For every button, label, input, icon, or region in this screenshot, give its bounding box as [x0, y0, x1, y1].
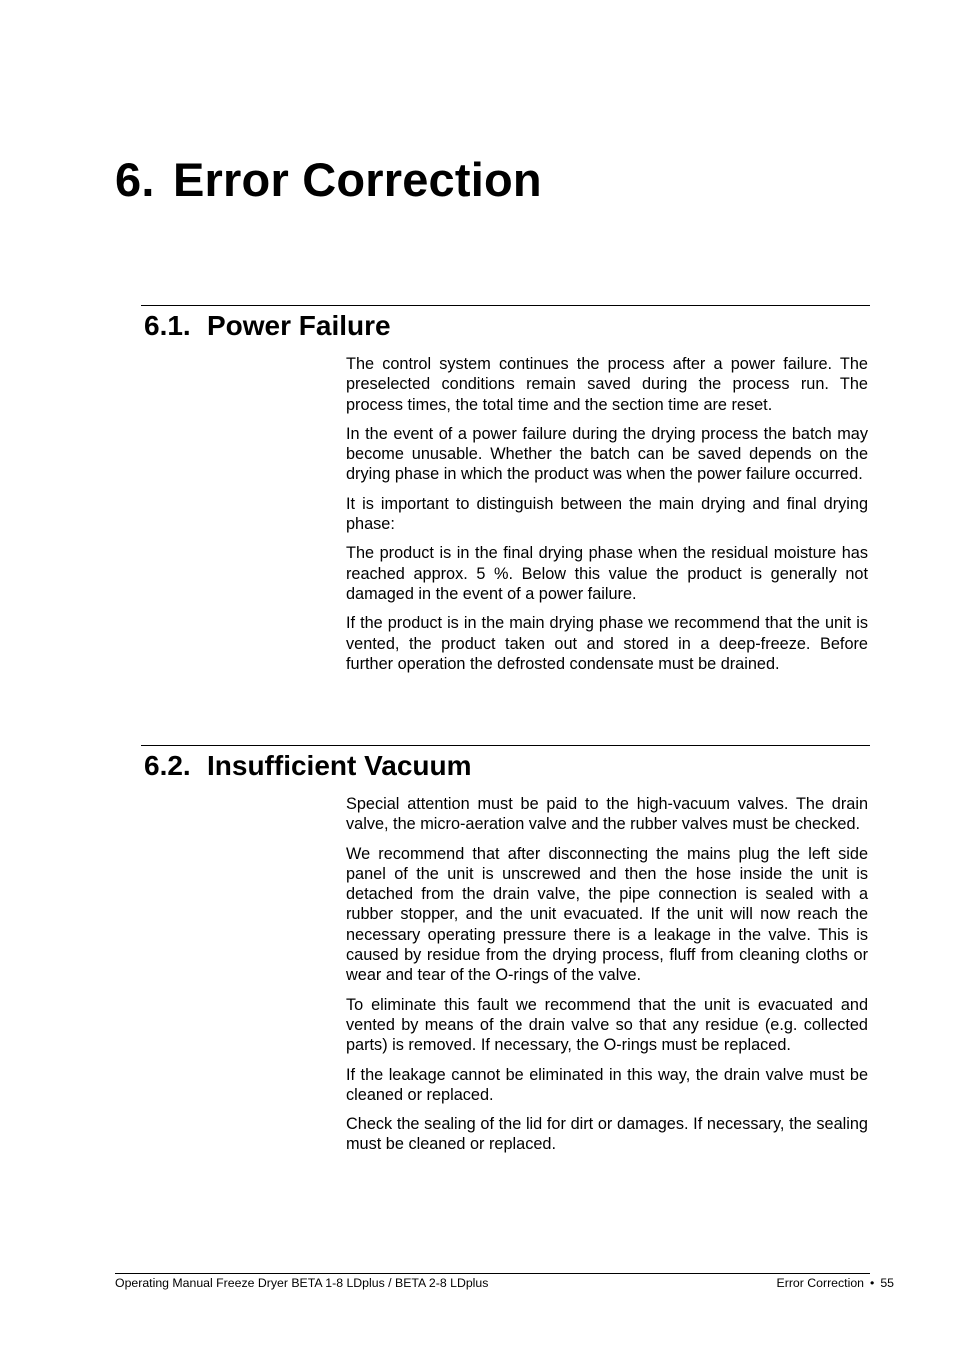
- section-title: [144, 309, 870, 343]
- section-number: 6.2.: [144, 750, 191, 781]
- paragraph: If the leakage cannot be eliminated in this way, the drain valve must be cleaned or replaced.: [346, 1065, 868, 1104]
- paragraph: In the event of a power failure during the drying process the batch may become unusable. Whether the batch can be saved depends on the drying phase in which the product was when the power failure occurred.: [346, 424, 868, 484]
- chapter-number: 6.: [115, 153, 155, 206]
- paragraph: The product is in the final drying phase when the residual moisture has reached approx. 5 %. Below this value the product is generally not damaged in the event of a power failure.: [346, 544, 868, 603]
- section-body-power-failure: [346, 354, 868, 683]
- section-title-text: Power Failure: [207, 310, 391, 341]
- chapter-title-text: Error Correction: [173, 153, 542, 206]
- paragraph: To eliminate this fault we recommend that the unit is evacuated and vented by means of the drain valve so that any residue (e.g. collected parts) is removed. If necessary, the O-rings must be replaced.: [346, 995, 868, 1055]
- section-title: [144, 749, 870, 783]
- footer-chapter-name: Error Correction: [776, 1276, 864, 1290]
- section-rule: [141, 745, 870, 746]
- footer-page-info: [777, 1276, 894, 1290]
- section-heading-insufficient-vacuum: [141, 745, 870, 783]
- section-number: 6.1.: [144, 310, 191, 341]
- section-rule: [141, 305, 870, 306]
- paragraph: It is important to distinguish between the main drying and final drying phase:: [346, 494, 868, 534]
- section-title-text: Insufficient Vacuum: [207, 750, 472, 781]
- paragraph: Check the sealing of the lid for dirt or damages. If necessary, the sealing must be cleaned or replaced.: [346, 1115, 868, 1154]
- footer-rule: [115, 1273, 870, 1274]
- paragraph: We recommend that after disconnecting the mains plug the left side panel of the unit is unscrewed and then the hose inside the unit is detached from the drain valve, the pipe connection is sealed with a rubber stopper, and the unit evacuated. If the unit will now reach the necessary operating pressure there is a leakage in the valve. This is caused by residue from the drying process, fluff from cleaning cloths or wear and tear of the O-rings of the valve.: [346, 844, 868, 985]
- paragraph: Special attention must be paid to the high-vacuum valves. The drain valve, the micro-aeration valve and the rubber valves must be checked.: [346, 795, 868, 834]
- section-body-insufficient-vacuum: [346, 794, 868, 1164]
- paragraph: If the product is in the main drying phase we recommend that the unit is vented, the product taken out and stored in a deep-freeze. Before further operation the defrosted condensate must be drained.: [346, 614, 868, 673]
- paragraph: The control system continues the process after a power failure. The preselected conditions remain saved during the process run. The process times, the total time and the section time are reset.: [346, 355, 868, 414]
- chapter-title: [115, 152, 542, 207]
- page-number: 55: [880, 1276, 894, 1290]
- footer-document-title: Operating Manual Freeze Dryer BETA 1-8 LDplus / BETA 2-8 LDplus: [115, 1276, 489, 1290]
- section-heading-power-failure: [141, 305, 870, 343]
- footer-bullet: •: [870, 1276, 875, 1290]
